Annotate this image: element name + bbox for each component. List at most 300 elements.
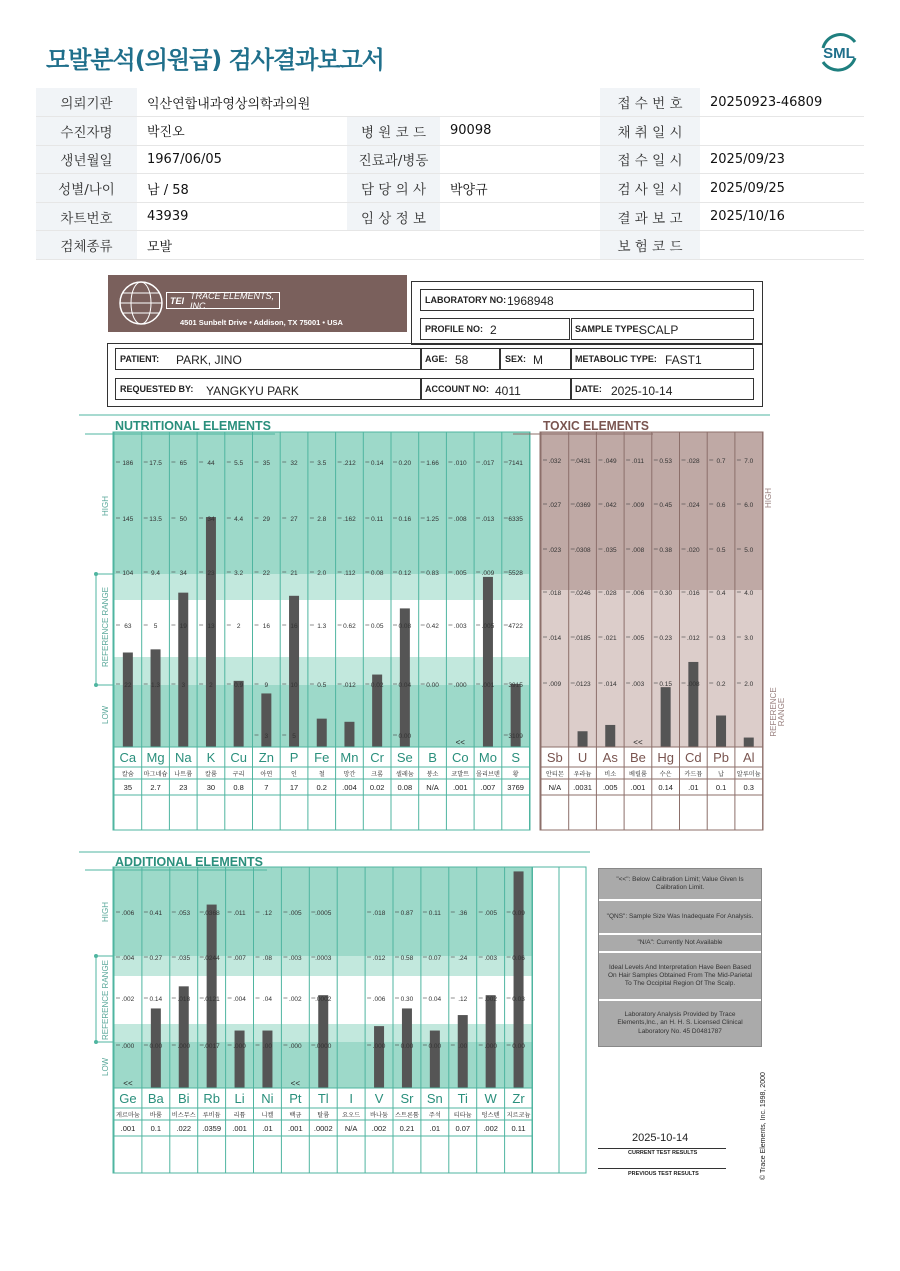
scale-label: 0.15 (659, 681, 672, 688)
scale-label: 5 (153, 623, 158, 630)
scale-label: 0.41 (149, 910, 163, 917)
element-result: 23 (179, 783, 188, 792)
scale-label: .035 (177, 955, 191, 962)
scale-label: .003 (453, 623, 467, 630)
scale-label: 2.0 (317, 570, 327, 577)
scale-label: 5.0 (744, 547, 754, 554)
scale-label: .011 (631, 458, 645, 465)
element-symbol: I (349, 1091, 353, 1106)
bar-zr (514, 871, 524, 1088)
element-result: 7 (264, 783, 269, 792)
element-symbol: U (577, 750, 588, 765)
scale-label: .000 (484, 1043, 497, 1050)
scale-label: 104 (122, 570, 134, 577)
below-limit-mark: << (633, 738, 643, 747)
scale-label: .014 (548, 635, 562, 642)
scale-label: .003 (484, 955, 497, 962)
element-symbol: Li (234, 1091, 245, 1106)
bar-na (178, 593, 188, 747)
info-label: 보 험 코 드 (600, 231, 700, 260)
scale-label: .032 (548, 458, 562, 465)
scale-label: 0.12 (398, 570, 412, 577)
scale-label: .000 (453, 682, 467, 689)
element-result: .004 (342, 783, 357, 792)
element-result: .001 (232, 1124, 247, 1133)
scale-label: .009 (548, 681, 562, 688)
element-korean-name: 칼슘 (121, 771, 134, 778)
add-high-label: HIGH (101, 902, 110, 922)
element-result: .001 (630, 783, 646, 792)
logo-text: SML (823, 45, 855, 62)
scale-label: 17.5 (149, 460, 162, 467)
element-result: .002 (371, 1124, 387, 1133)
scale-label: .028 (687, 458, 700, 465)
lab-no-label: LABORATORY NO: (425, 295, 507, 305)
element-symbol: W (484, 1091, 497, 1106)
element-result: 0.3 (743, 783, 754, 792)
element-korean-name: 아연 (260, 771, 273, 778)
scale-label: 9 (264, 682, 269, 689)
scale-label: .021 (603, 635, 617, 642)
element-result: .001 (120, 1124, 136, 1133)
metabolic-label: METABOLIC TYPE: (575, 354, 657, 364)
element-korean-name: 비소 (604, 771, 617, 778)
scale-label: 0.23 (659, 635, 672, 642)
element-result: 30 (206, 783, 216, 792)
scale-label: 145 (122, 516, 134, 523)
element-korean-name: 주석 (428, 1112, 441, 1119)
sample-label: SAMPLE TYPE: (575, 324, 642, 334)
scale-label: 21 (290, 570, 298, 577)
element-symbol: Ge (119, 1091, 137, 1106)
scale-label: .0002 (315, 996, 332, 1003)
element-symbol: Zr (512, 1091, 525, 1106)
chart-title: TOXIC ELEMENTS (543, 418, 650, 433)
bar-li (235, 1031, 245, 1088)
element-symbol: Pb (713, 750, 730, 765)
bar-ca (123, 653, 133, 748)
scale-label: .012 (687, 635, 700, 642)
element-symbol: Mg (146, 750, 165, 765)
legend-box (598, 868, 762, 1047)
legend-below-limit: "<<": Below Calibration Limit; Value Given Is Calibration Limit. (599, 869, 761, 901)
scale-label: .049 (603, 458, 617, 465)
element-korean-name: 스트론튬 (394, 1112, 419, 1119)
element-result: 3769 (507, 783, 524, 792)
sample-value: SCALP (639, 323, 679, 337)
element-korean-name: 바나듐 (370, 1112, 389, 1119)
scale-label: 34 (179, 570, 187, 577)
scale-label: 0.00 (512, 1043, 525, 1050)
element-korean-name: 게르마늄 (115, 1112, 140, 1119)
chart-title: NUTRITIONAL ELEMENTS (115, 418, 272, 433)
scale-label: .12 (262, 910, 272, 917)
scale-label: 65 (179, 460, 187, 467)
scale-label: 0.02 (370, 682, 384, 689)
scale-label: 0.83 (426, 570, 439, 577)
scale-label: 0.09 (512, 910, 525, 917)
scale-label: 23 (207, 570, 215, 577)
scale-label: 2.0 (744, 681, 754, 688)
add-ref-label: REFERENCE RANGE (101, 959, 110, 1040)
element-korean-name: 철 (318, 771, 325, 778)
scale-label: .005 (289, 910, 302, 917)
scale-label: 186 (122, 460, 134, 467)
scale-label: .002 (121, 996, 135, 1003)
footer-date: 2025-10-14 (632, 1132, 689, 1144)
element-symbol: Mn (340, 750, 359, 765)
element-result: .0359 (202, 1124, 222, 1133)
scale-label: .006 (372, 996, 386, 1003)
element-symbol: S (511, 750, 520, 765)
element-korean-name: 붕소 (426, 771, 439, 778)
scale-label: .08 (262, 955, 272, 962)
toxic-ref-label: REFERENCE RANGE (769, 687, 786, 737)
element-korean-name: 지르코늄 (506, 1112, 531, 1119)
company-mark: TEI (170, 295, 185, 306)
scale-label: .0368 (203, 910, 220, 917)
company-address: 4501 Sunbelt Drive • Addison, TX 75001 • USA (180, 318, 343, 327)
scale-label: 22 (262, 570, 270, 577)
element-korean-name: 베릴륨 (628, 771, 647, 778)
scale-label: .0000 (315, 1043, 332, 1050)
element-symbol: Ti (457, 1091, 468, 1106)
requested-value: YANGKYU PARK (206, 384, 299, 398)
info-value: 박진오 (137, 117, 347, 146)
scale-label: .024 (687, 502, 700, 509)
element-symbol: Bi (177, 1091, 190, 1106)
scale-label: 0.6 (716, 502, 726, 509)
scale-label: 0.00 (149, 1043, 163, 1050)
scale-label: 1.66 (426, 460, 439, 467)
element-result: 0.1 (150, 1124, 162, 1133)
bar-as (605, 725, 615, 747)
element-korean-name: 크롬 (371, 771, 384, 778)
scale-label: 13 (207, 623, 215, 630)
chart-title: ADDITIONAL ELEMENTS (115, 854, 264, 869)
scale-label: 32 (290, 460, 298, 467)
element-symbol: V (374, 1091, 384, 1106)
element-result: 0.2 (316, 783, 327, 792)
info-value: 2025/09/25 (700, 174, 864, 203)
scale-label: .12 (458, 996, 468, 1003)
account-label: ACCOUNT NO: (425, 384, 489, 394)
element-korean-name: 몰리브덴 (475, 771, 500, 778)
element-result: .0031 (573, 783, 592, 792)
scale-label: .0005 (315, 910, 332, 917)
scale-label: .0244 (203, 955, 220, 962)
bar-pb (716, 716, 726, 748)
element-korean-name: 우라늄 (573, 771, 592, 778)
element-result: .007 (480, 783, 496, 792)
scale-label: 50 (179, 516, 187, 523)
scale-label: 0.30 (659, 590, 672, 597)
scale-label: 7.0 (744, 458, 754, 465)
scale-label: .0185 (574, 635, 591, 642)
bar-cd (688, 662, 698, 747)
scale-label: 0.4 (716, 590, 726, 597)
element-result: .001 (288, 1124, 303, 1133)
chart-band (114, 574, 530, 600)
scale-label: 5 (292, 733, 296, 740)
bar-v (374, 1026, 384, 1088)
element-korean-name: 니켈 (261, 1112, 274, 1119)
info-value: 90098 (440, 117, 600, 146)
info-label: 성별/나이 (36, 174, 137, 203)
scale-label: 0.3 (716, 635, 726, 642)
element-result: N/A (344, 1124, 358, 1133)
scale-label: 0.27 (149, 955, 163, 962)
bar-u (578, 731, 588, 747)
scale-label: 22 (124, 682, 132, 689)
element-korean-name: 바륨 (149, 1112, 162, 1119)
info-label: 수진자명 (36, 117, 137, 146)
scale-label: 0.07 (428, 955, 442, 962)
element-result: 0.08 (397, 783, 413, 792)
scale-label: 35 (262, 460, 270, 467)
scale-label: .000 (372, 1043, 386, 1050)
scale-label: .0123 (574, 681, 591, 688)
scale-label: .0308 (574, 547, 591, 554)
scale-label: .005 (481, 623, 495, 630)
element-symbol: Cr (370, 750, 385, 765)
scale-label: .000 (233, 1043, 246, 1050)
scale-label: .010 (453, 460, 467, 467)
scale-label: 0.06 (512, 955, 525, 962)
scale-label: .0003 (315, 955, 332, 962)
info-value: 남 / 58 (137, 174, 347, 203)
scale-label: 0.00 (400, 1043, 414, 1050)
element-result: 2.7 (150, 783, 161, 792)
nutri-low-label: LOW (101, 705, 110, 724)
footer-previous: PREVIOUS TEST RESULTS (628, 1171, 699, 1177)
scale-label: .001 (481, 682, 495, 689)
element-korean-name: 비스무스 (171, 1112, 196, 1119)
scale-label: .008 (453, 516, 467, 523)
sex-label: SEX: (505, 354, 527, 364)
element-korean-name: 알루미늄 (736, 771, 761, 778)
scale-label: 0.7 (716, 458, 726, 465)
footer-line-current (598, 1148, 726, 1149)
add-low-label: LOW (101, 1057, 110, 1076)
bar-ti (458, 1015, 468, 1088)
info-label: 임 상 정 보 (347, 202, 440, 231)
info-label: 의뢰기관 (36, 88, 137, 117)
scale-label: .005 (631, 635, 645, 642)
element-symbol: Zn (258, 750, 274, 765)
scale-label: .018 (177, 996, 191, 1003)
element-korean-name: 코발트 (451, 771, 470, 778)
element-symbol: Hg (657, 750, 674, 765)
scale-label: .003 (289, 955, 302, 962)
scale-label: 34 (207, 516, 215, 523)
element-result: 0.8 (233, 783, 244, 792)
element-symbol: Ni (261, 1091, 274, 1106)
info-value: 43939 (137, 202, 347, 231)
copyright: © Trace Elements, Inc. 1998, 2000 (760, 1072, 767, 1180)
element-result: N/A (426, 783, 439, 792)
scale-label: 6335 (508, 516, 523, 523)
element-symbol: Rb (203, 1091, 220, 1106)
scale-label: 27 (290, 516, 298, 523)
info-label: 진료과/병동 (347, 145, 440, 174)
element-korean-name: 납 (718, 771, 725, 778)
chart-band (114, 432, 530, 574)
below-limit-mark: << (123, 1079, 133, 1088)
element-korean-name: 마그네슘 (143, 771, 168, 778)
profile-value: 2 (490, 323, 497, 337)
scale-label: 0.30 (400, 996, 414, 1003)
scale-label: 0.62 (343, 623, 356, 630)
scale-label: 0.08 (370, 570, 384, 577)
info-label: 채 취 일 시 (600, 117, 700, 146)
scale-label: 4.4 (234, 516, 244, 523)
element-symbol: Fe (314, 750, 330, 765)
element-symbol: P (289, 750, 299, 765)
element-symbol: B (428, 750, 437, 765)
scale-label: 1.3 (317, 623, 327, 630)
scale-label: .012 (343, 682, 356, 689)
element-korean-name: 나트륨 (174, 771, 193, 778)
sex-value: M (533, 353, 543, 367)
scale-label: 0.14 (370, 460, 384, 467)
bar-mg (151, 649, 161, 747)
element-result: 0.02 (369, 783, 385, 792)
element-result: N/A (548, 783, 562, 792)
element-result: 17 (289, 783, 299, 792)
scale-label: 0.5 (716, 547, 726, 554)
info-value: 익산연합내과영상의학과의원 (137, 88, 347, 117)
element-korean-name: 망간 (343, 771, 356, 778)
scale-label: 0.14 (149, 996, 163, 1003)
element-result: .0002 (313, 1124, 333, 1133)
scale-label: 0.53 (659, 458, 672, 465)
element-korean-name: 칼륨 (204, 771, 217, 778)
scale-label: .006 (121, 910, 135, 917)
info-label: 접 수 번 호 (600, 88, 700, 117)
scale-label: .006 (631, 590, 645, 597)
scale-label: 0.5 (317, 682, 327, 689)
scale-label: 4722 (508, 623, 523, 630)
scale-label: .009 (631, 502, 645, 509)
element-korean-name: 카드뮴 (684, 771, 703, 778)
scale-label: 3 (181, 682, 186, 689)
nutri-ref-label: REFERENCE RANGE (101, 586, 110, 667)
element-korean-name: 텅스텐 (481, 1112, 500, 1119)
element-korean-name: 수은 (659, 771, 672, 778)
scale-label: .042 (603, 502, 617, 509)
info-label: 검체종류 (36, 231, 137, 260)
scale-label: .112 (343, 570, 356, 577)
element-korean-name: 리튬 (233, 1112, 246, 1119)
legend-na: "N/A": Currently Not Available (599, 935, 761, 953)
element-symbol: Sb (546, 750, 563, 765)
scale-label: .005 (484, 910, 497, 917)
scale-label: .018 (548, 590, 562, 597)
element-korean-name: 인 (291, 771, 298, 778)
scale-label: 3.0 (744, 635, 754, 642)
element-result: 0.14 (658, 783, 673, 792)
element-symbol: K (206, 750, 216, 765)
below-limit-mark: << (455, 738, 465, 747)
scale-label: .011 (233, 910, 246, 917)
scale-label: 2 (209, 682, 213, 689)
scale-label: 0.11 (371, 516, 384, 523)
scale-label: .0246 (574, 590, 591, 597)
bar-tl (318, 995, 328, 1088)
info-value: 박양규 (440, 174, 600, 203)
scale-label: .017 (481, 460, 495, 467)
element-symbol: Se (396, 750, 413, 765)
scale-label: .04 (262, 996, 272, 1003)
age-label: AGE: (425, 354, 448, 364)
element-result: .005 (602, 783, 618, 792)
scale-label: .0369 (574, 502, 591, 509)
bar-sn (430, 1031, 440, 1088)
scale-label: .002 (289, 996, 302, 1003)
scale-label: 29 (262, 516, 270, 523)
scale-label: .035 (603, 547, 617, 554)
bar-fe (317, 719, 327, 747)
scale-label: 1.25 (426, 516, 439, 523)
scale-label: 0.16 (398, 516, 412, 523)
scale-label: .000 (289, 1043, 302, 1050)
element-symbol: Ca (119, 750, 137, 765)
bar-hg (661, 687, 671, 747)
element-result: 0.1 (715, 783, 727, 792)
scale-label: .0017 (203, 1043, 220, 1050)
legend-lab: Laboratory Analysis Provided by Trace Elements,Inc., an H. H. S. Licensed Clinical Laboratory No. 45 D0481787 (599, 1001, 761, 1046)
scale-label: .028 (603, 590, 617, 597)
scale-label: 0.87 (400, 910, 414, 917)
scale-label: .020 (687, 547, 700, 554)
element-symbol: Mo (478, 750, 497, 765)
scale-label: 13.5 (149, 516, 162, 523)
scale-label: .018 (372, 910, 386, 917)
account-value: 4011 (495, 384, 521, 398)
scale-label: .004 (121, 955, 135, 962)
scale-label: 5528 (508, 570, 523, 577)
info-value: 모발 (137, 231, 347, 260)
info-label: 결 과 보 고 (600, 202, 700, 231)
scale-label: .002 (484, 996, 497, 1003)
element-result: .022 (176, 1124, 192, 1133)
scale-label: 0.08 (398, 623, 412, 630)
scale-label: .016 (687, 590, 700, 597)
scale-label: 16 (290, 623, 298, 630)
scale-label: 0.00 (428, 1043, 442, 1050)
scale-label: 3915 (508, 682, 523, 689)
element-korean-name: 구리 (232, 771, 245, 778)
info-label: 접 수 일 시 (600, 145, 700, 174)
scale-label: 0.11 (428, 910, 441, 917)
bar-p (289, 596, 299, 747)
nutri-high-label: HIGH (101, 496, 110, 516)
element-symbol: Al (742, 750, 755, 765)
element-result: .01 (429, 1124, 441, 1133)
element-symbol: Cu (230, 750, 247, 765)
scale-label: 7141 (508, 460, 523, 467)
scale-label: 0.42 (426, 623, 439, 630)
scale-label: .053 (177, 910, 191, 917)
scale-label: 1.3 (151, 682, 161, 689)
element-korean-name: 셀레늄 (395, 771, 414, 778)
scale-label: .004 (233, 996, 246, 1003)
scale-label: .0121 (203, 996, 220, 1003)
scale-label: 0.03 (512, 996, 525, 1003)
scale-label: .0431 (574, 458, 591, 465)
scale-label: 0.04 (428, 996, 442, 1003)
